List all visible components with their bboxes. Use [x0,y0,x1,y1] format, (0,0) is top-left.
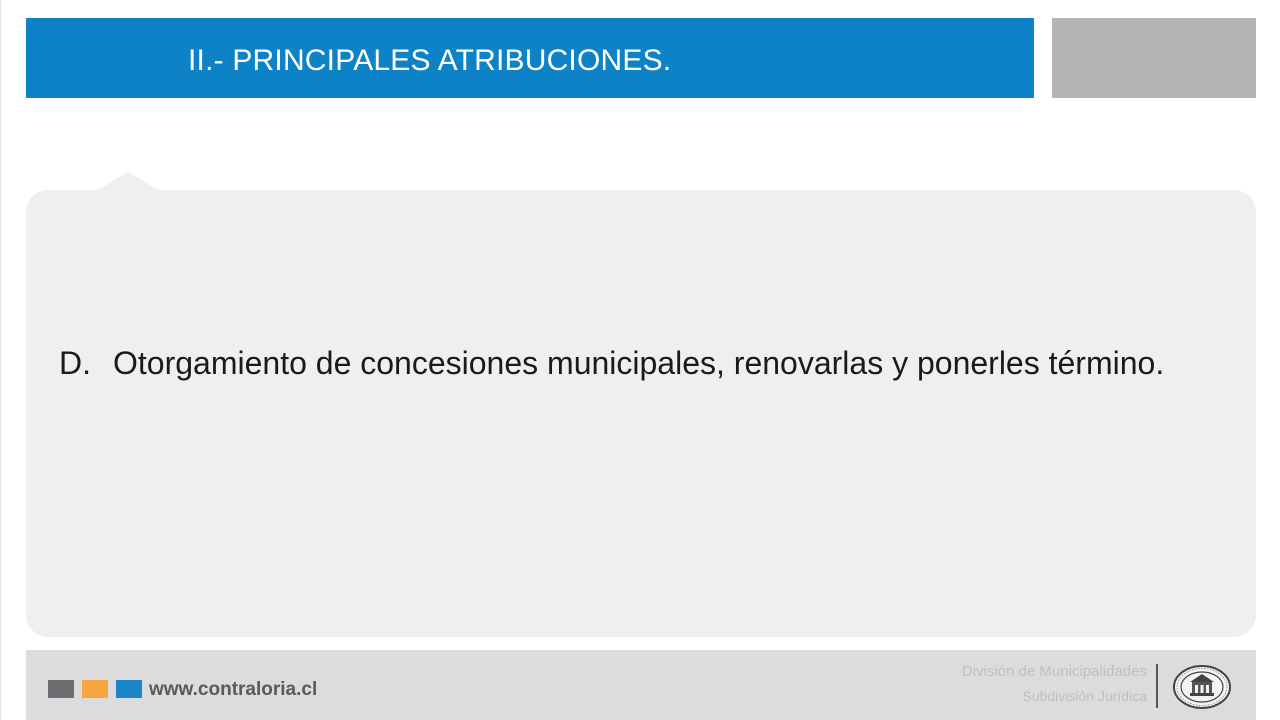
list-item-text: Otorgamiento de concesiones municipales, renovarlas y ponerles término. [113,345,1165,381]
footer-square-gray [48,680,74,698]
footer [26,650,1256,720]
footer-division: División de Municipalidades [961,663,1147,680]
panel-notch [96,172,160,191]
corner-decoration [1052,18,1256,98]
footer-subdivision: Subdivisión Jurídica [1022,688,1147,704]
title-bar [26,18,1034,98]
footer-square-blue [116,680,142,698]
list-item-marker: D. [59,345,91,381]
slide-title: II.- PRINCIPALES ATRIBUCIONES. [188,44,672,77]
contraloria-seal-icon [1172,664,1232,710]
footer-divider [1156,664,1158,708]
content-panel [26,190,1256,637]
footer-square-orange [82,680,108,698]
footer-website-link[interactable]: www.contraloria.cl [149,679,318,700]
list-item [59,342,1237,384]
